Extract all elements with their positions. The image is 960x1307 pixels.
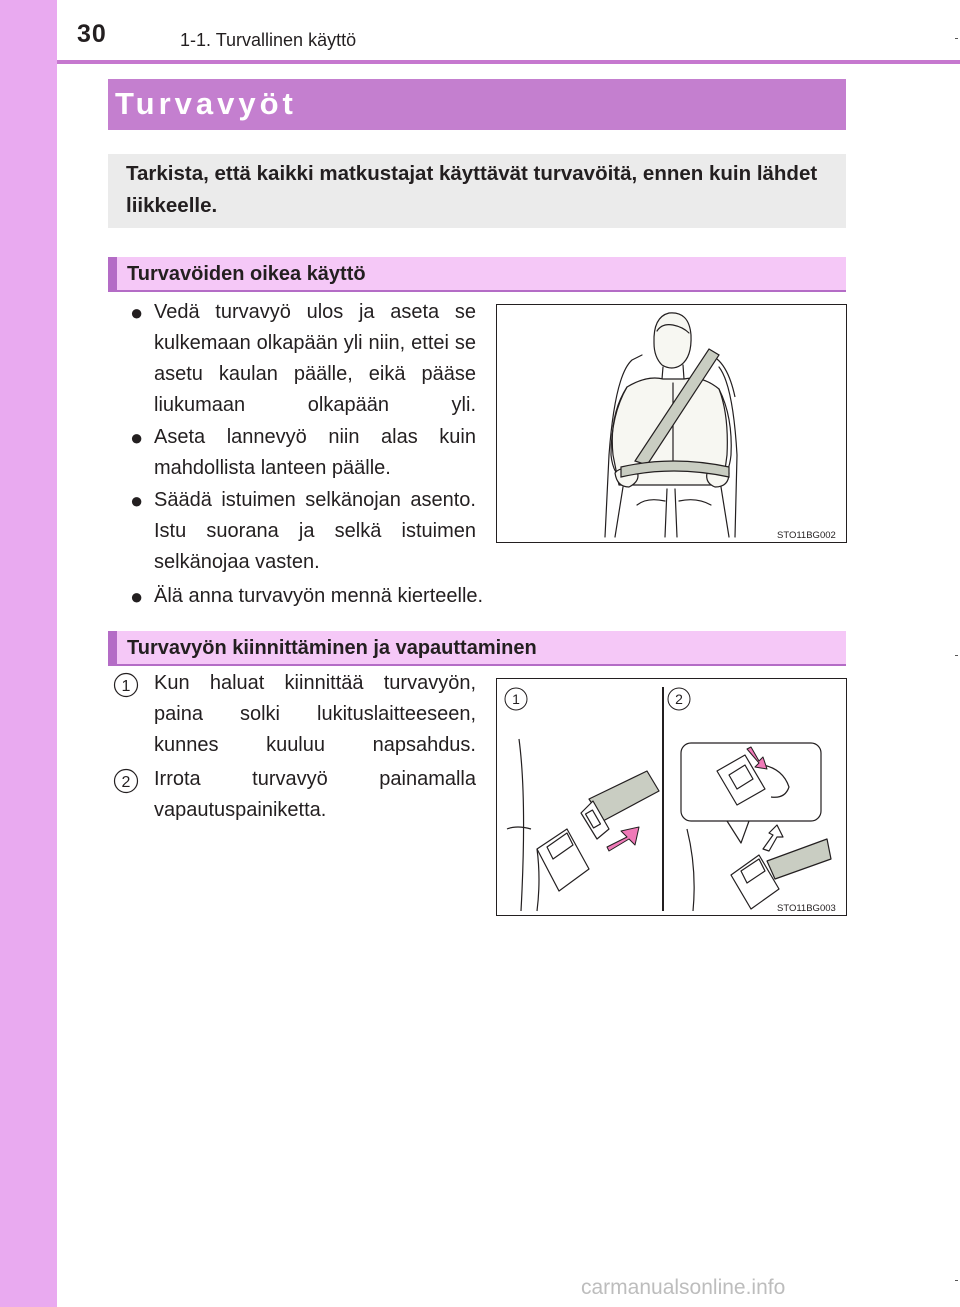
margin-tick (955, 38, 958, 39)
bullet-icon: ● (130, 425, 144, 450)
seated-passenger-illustration (496, 304, 847, 543)
step-text-1: Kun haluat kiinnittää turvavyön, paina solki lukituslaitteeseen, kunnes kuuluu napsahdus. (154, 672, 476, 756)
bullet-text-1: Vedä turvavyö ulos ja aseta se kulkemaan olkapään yli niin, ettei se asetu kaulan päälle, eikä pääse liukumaan olkapään yli. (154, 301, 476, 416)
figure-code: STO11BG002 (777, 530, 836, 541)
buckle-illustration (496, 678, 847, 916)
page-title: Turvavyöt (115, 86, 297, 121)
step-number: 1 (121, 678, 131, 695)
bullet-text-3: Säädä istuimen selkänojan asento. Istu suorana ja selkä istuimen selkänojaa vasten. (154, 489, 476, 573)
section1-heading-accent (108, 257, 117, 292)
header-rule (57, 60, 960, 64)
step-number-badge (113, 672, 139, 698)
section1-heading: Turvavöiden oikea käyttö (127, 263, 366, 285)
seated-passenger-icon (497, 305, 846, 542)
figure-label-1: 1 (512, 691, 520, 707)
bullet-text-2: Aseta lannevyö niin alas kuin mahdollista lanteen päälle. (154, 426, 476, 479)
section-reference: 1-1. Turvallinen käyttö (180, 30, 357, 50)
step-number-badge (113, 768, 139, 794)
step-number: 2 (121, 774, 131, 791)
margin-tick (955, 655, 958, 656)
intro-text: Tarkista, että kaikki matkustajat käyttävät turvavöitä, ennen kuin lähdet liikkeelle. (126, 162, 818, 217)
section2-heading-accent (108, 631, 117, 666)
bullet-icon: ● (130, 488, 144, 513)
footer-watermark[interactable]: carmanualsonline.info (581, 1276, 786, 1299)
figure-code: STO11BG003 (777, 903, 836, 914)
page-number: 30 (77, 20, 107, 48)
bullet-icon: ● (130, 584, 144, 609)
figure-label-2: 2 (675, 691, 683, 707)
margin-tick (955, 1280, 958, 1281)
buckle-icon (497, 679, 846, 915)
bullet-text-4: Älä anna turvavyön mennä kierteelle. (154, 585, 484, 607)
section2-heading: Turvavyön kiinnittäminen ja vapauttaminen (127, 637, 537, 659)
bullet-icon: ● (130, 300, 144, 325)
page-sidebar-tab (0, 0, 57, 1307)
step-text-2: Irrota turvavyö painamalla vapautuspainiketta. (154, 768, 476, 821)
